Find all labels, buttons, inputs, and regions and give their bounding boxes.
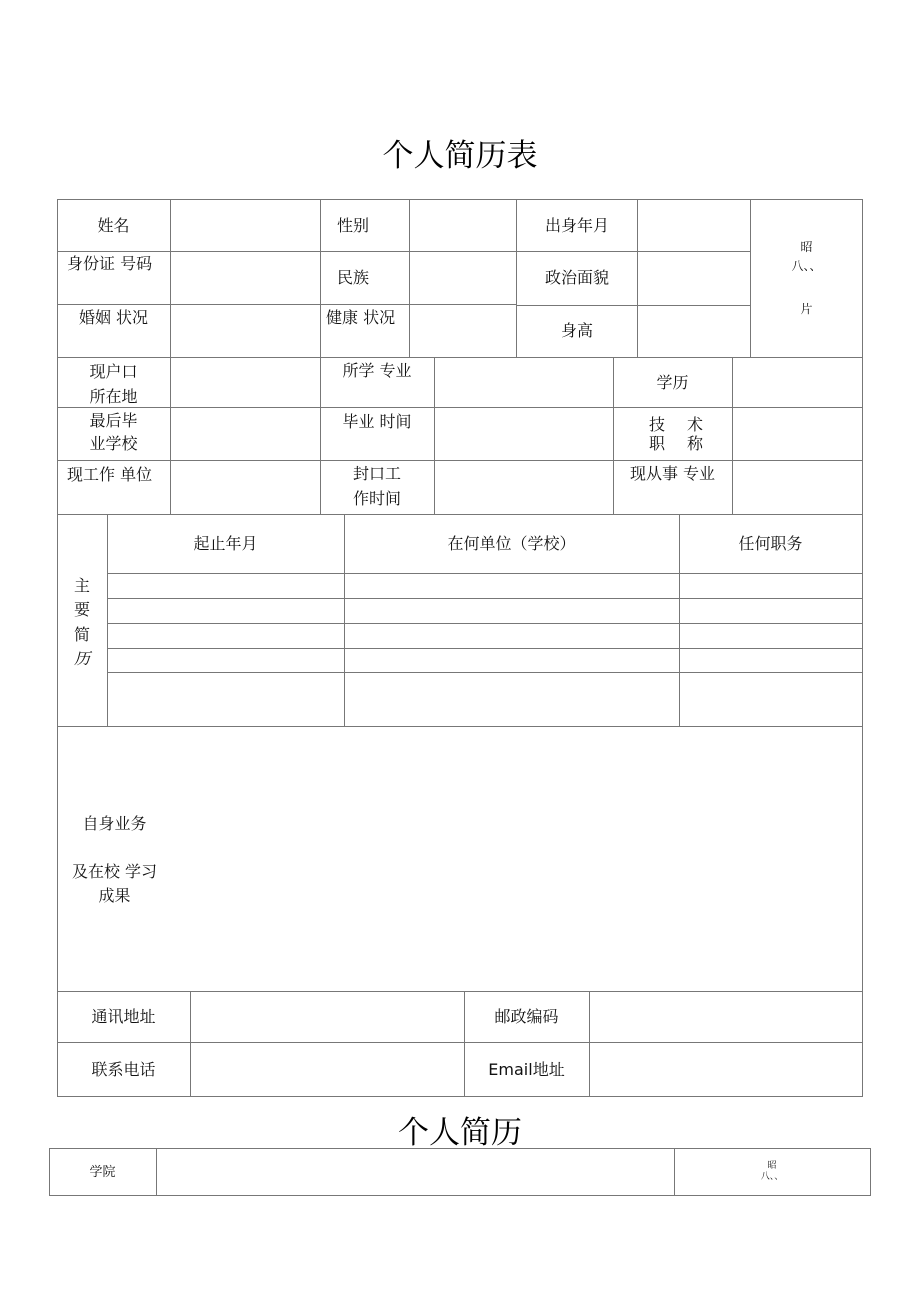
worktime-label-2: 作时间 xyxy=(352,489,401,508)
gender-label: 性别 xyxy=(337,216,370,235)
photo-label-1: 昭 xyxy=(800,240,813,254)
second-photo-label-1: 昭 xyxy=(767,1161,777,1171)
photo-label-2: 八、、 xyxy=(791,259,822,273)
history-side-char-1: 主 xyxy=(73,576,90,595)
hukou-label-2: 所在地 xyxy=(89,387,138,406)
employer-cell[interactable] xyxy=(171,461,320,514)
address-label: 通讯地址 xyxy=(91,1007,156,1026)
photo-cell[interactable] xyxy=(751,200,862,357)
history-row[interactable] xyxy=(108,624,862,648)
health-label: 健康 状况 xyxy=(326,308,396,327)
political-label: 政治面貌 xyxy=(544,268,609,287)
page-title: 个人简历表 xyxy=(382,138,538,174)
name-label: 姓名 xyxy=(97,216,130,235)
history-header-organization: 在何单位（学校） xyxy=(447,534,576,553)
address-cell[interactable] xyxy=(191,992,464,1042)
tech-title-char-3: 术 xyxy=(687,415,704,434)
ethnicity-cell[interactable] xyxy=(410,252,516,304)
second-title: 个人简历 xyxy=(398,1115,522,1151)
postcode-label: 邮政编码 xyxy=(494,1007,559,1026)
current-field-cell[interactable] xyxy=(733,461,862,514)
major-cell[interactable] xyxy=(435,358,613,407)
history-side-char-4: 历 xyxy=(73,649,90,668)
phone-cell[interactable] xyxy=(191,1043,464,1096)
hukou-cell[interactable] xyxy=(171,358,320,407)
grad-time-label: 毕业 时间 xyxy=(342,412,412,431)
college-cell[interactable] xyxy=(157,1149,674,1195)
email-label: Email地址 xyxy=(488,1060,565,1079)
history-row[interactable] xyxy=(108,574,862,598)
school-label-1: 最后毕 xyxy=(89,411,138,430)
school-cell[interactable] xyxy=(171,408,320,460)
current-field-label: 现从事 专业 xyxy=(629,464,716,483)
history-row[interactable] xyxy=(108,649,862,672)
photo-label-3: 片 xyxy=(800,302,813,316)
degree-cell[interactable] xyxy=(733,358,862,407)
email-cell[interactable] xyxy=(590,1043,862,1096)
tech-title-char-1: 技 xyxy=(649,415,666,434)
birth-cell[interactable] xyxy=(638,200,750,251)
id-label: 身份证 号码 xyxy=(67,254,153,273)
id-cell[interactable] xyxy=(171,252,320,304)
history-header-position: 任何职务 xyxy=(738,534,803,553)
major-label: 所学 专业 xyxy=(342,361,412,380)
history-header-period: 起止年月 xyxy=(193,534,258,553)
political-cell[interactable] xyxy=(638,252,750,305)
worktime-label-1: 封口工 xyxy=(352,464,401,483)
height-cell[interactable] xyxy=(638,306,750,357)
achievements-label-1: 自身业务 xyxy=(82,814,147,833)
grad-time-cell[interactable] xyxy=(435,408,613,460)
history-row[interactable] xyxy=(108,599,862,623)
employer-label: 现工作 单位 xyxy=(67,465,153,484)
health-cell[interactable] xyxy=(410,305,516,357)
degree-label: 学历 xyxy=(656,373,689,392)
history-side-char-3: 简 xyxy=(73,625,90,644)
marital-label: 婚姻 状况 xyxy=(78,308,149,327)
second-photo-label-2: 八、、 xyxy=(760,1172,784,1182)
gender-cell[interactable] xyxy=(410,200,516,251)
school-label-2: 业学校 xyxy=(89,434,138,453)
tech-title-char-4: 称 xyxy=(687,434,704,453)
achievements-cell[interactable] xyxy=(175,727,862,991)
worktime-cell[interactable] xyxy=(435,461,613,514)
phone-label: 联系电话 xyxy=(91,1060,156,1079)
hukou-label-1: 现户口 xyxy=(89,362,138,381)
achievements-label-2: 及在校 学习 xyxy=(71,862,158,881)
postcode-cell[interactable] xyxy=(590,992,862,1042)
marital-cell[interactable] xyxy=(171,305,320,357)
tech-title-char-2: 职 xyxy=(649,434,666,453)
ethnicity-label: 民族 xyxy=(337,268,370,287)
history-row[interactable] xyxy=(108,673,862,726)
height-label: 身高 xyxy=(560,321,593,340)
tech-title-cell[interactable] xyxy=(733,408,862,460)
history-side-char-2: 要 xyxy=(73,600,90,619)
college-label: 学院 xyxy=(89,1165,116,1180)
achievements-label-3: 成果 xyxy=(98,886,131,905)
birth-label: 出身年月 xyxy=(544,216,609,235)
name-cell[interactable] xyxy=(171,200,320,251)
